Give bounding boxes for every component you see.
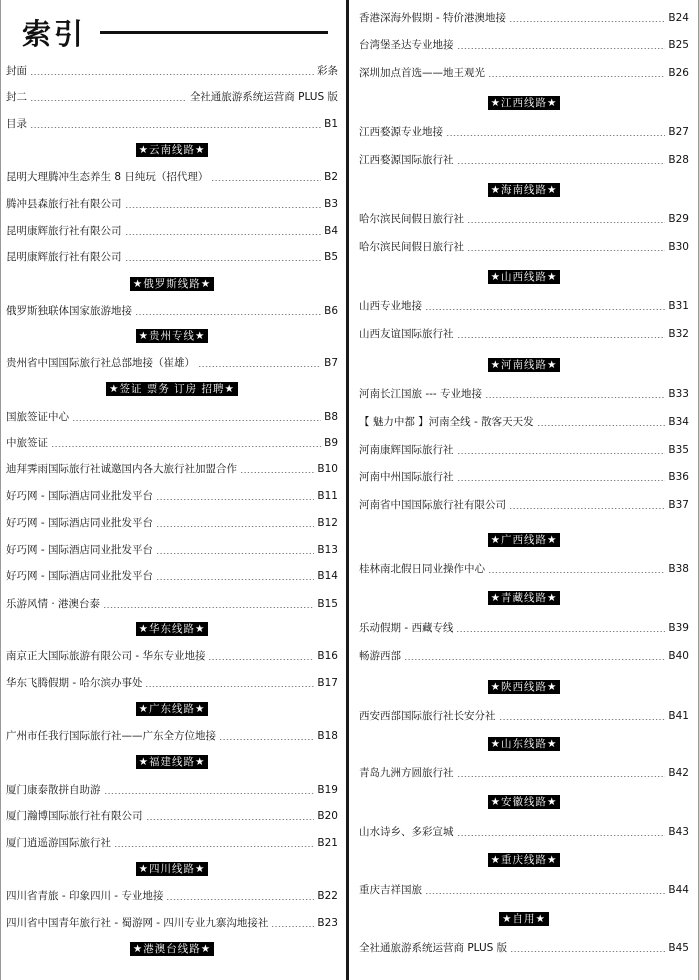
index-entry <box>6 222 338 238</box>
index-entry <box>6 647 338 663</box>
section-label: ★重庆线路★ <box>488 853 561 867</box>
index-entry <box>6 115 338 131</box>
index-entry <box>359 238 689 254</box>
dot-leader <box>145 686 314 687</box>
index-entry <box>359 823 689 839</box>
entry-page-number: B2 <box>324 171 338 183</box>
index-entry <box>6 807 338 823</box>
entry-name: 四川省青旅 - 印象四川 - 专业地接 <box>6 890 164 902</box>
entry-page-number: B33 <box>668 388 689 400</box>
index-entry <box>6 914 338 930</box>
section-label: ★贵州专线★ <box>136 329 209 343</box>
entry-page-number: B8 <box>324 411 338 423</box>
entry-page-number: B39 <box>668 622 689 634</box>
index-entry <box>359 36 689 52</box>
entry-page-number: B34 <box>668 416 689 428</box>
index-entry <box>359 123 689 139</box>
section-header-row <box>353 533 695 547</box>
entry-page-number: B25 <box>668 39 689 51</box>
dot-leader <box>135 314 321 315</box>
entry-name: 乐动假期 - 西藏专线 <box>359 622 454 634</box>
entry-page-number: B21 <box>317 837 338 849</box>
index-entry <box>6 195 338 211</box>
entry-name: 腾冲县森旅行社有限公司 <box>6 198 122 210</box>
dot-leader <box>156 499 314 500</box>
index-entry <box>6 248 338 264</box>
entry-page-number: B45 <box>668 942 689 954</box>
index-entry <box>6 408 338 424</box>
dot-leader <box>485 397 665 398</box>
index-entry <box>6 62 338 78</box>
dot-leader <box>30 127 321 128</box>
entry-name: 台湾堡圣达专业地接 <box>359 39 454 51</box>
dot-leader <box>457 337 666 338</box>
section-label: ★安徽线路★ <box>488 795 561 809</box>
section-label: ★云南线路★ <box>136 143 209 157</box>
entry-name: 厦门瀚博国际旅行社有限公司 <box>6 810 143 822</box>
index-entry <box>6 460 338 476</box>
dot-leader <box>125 207 322 208</box>
index-entry <box>359 385 689 401</box>
dot-leader <box>30 74 314 75</box>
entry-name: 香港深海外假期 - 特价港澳地接 <box>359 12 506 24</box>
index-entry <box>6 834 338 850</box>
dot-leader <box>499 719 666 720</box>
entry-name: 哈尔滨民间假日旅行社 <box>359 241 464 253</box>
entry-page-number: B11 <box>317 490 338 502</box>
index-entry <box>359 647 689 663</box>
entry-page-number: 全社通旅游系统运营商 PLUS 版 <box>189 91 338 103</box>
entry-name: 河南康辉国际旅行社 <box>359 444 454 456</box>
dot-leader <box>457 776 666 777</box>
entry-name: 乐游风情 · 港澳台泰 <box>6 598 101 610</box>
dot-leader <box>146 819 315 820</box>
entry-name: 好巧网 - 国际酒店同业批发平台 <box>6 544 153 556</box>
entry-name: 昆明康辉旅行社有限公司 <box>6 225 122 237</box>
entry-name: 山西友谊国际旅行社 <box>359 328 454 340</box>
section-label: ★青藏线路★ <box>488 591 561 605</box>
dot-leader <box>425 893 665 894</box>
entry-page-number: B40 <box>668 650 689 662</box>
index-entry <box>359 881 689 897</box>
dot-leader <box>509 21 665 22</box>
section-header-row <box>353 96 695 110</box>
entry-name: 好巧网 - 国际酒店同业批发平台 <box>6 490 153 502</box>
section-header-row <box>0 622 344 636</box>
entry-name: 桂林南北假日同业操作中心 <box>359 563 485 575</box>
entry-page-number: B1 <box>324 118 338 130</box>
entry-name: 哈尔滨民间假日旅行社 <box>359 213 464 225</box>
dot-leader <box>457 163 666 164</box>
index-entry <box>6 595 338 611</box>
section-label: ★陕西线路★ <box>488 680 561 694</box>
section-label: ★江西线路★ <box>488 96 561 110</box>
entry-name: 河南长江国旅 --- 专业地接 <box>359 388 483 400</box>
entry-page-number: B36 <box>668 471 689 483</box>
entry-page-number: B24 <box>668 12 689 24</box>
entry-name: 【 魅力中都 】河南全线 - 散客天天发 <box>359 416 534 428</box>
dot-leader <box>457 480 666 481</box>
dot-leader <box>457 48 666 49</box>
dot-leader <box>240 472 314 473</box>
index-entry <box>6 887 338 903</box>
entry-page-number: B6 <box>324 305 338 317</box>
dot-leader <box>125 234 322 235</box>
entry-name: 好巧网 - 国际酒店同业批发平台 <box>6 517 153 529</box>
section-header-row <box>353 183 695 197</box>
dot-leader <box>114 846 314 847</box>
entry-page-number: B35 <box>668 444 689 456</box>
section-label: ★四川线路★ <box>136 862 209 876</box>
entry-page-number: B19 <box>317 784 338 796</box>
index-entry <box>6 487 338 503</box>
dot-leader <box>72 420 321 421</box>
dot-leader <box>509 508 665 509</box>
dot-leader <box>467 222 665 223</box>
entry-name: 广州市任我行国际旅行社——广东全方位地接 <box>6 730 216 742</box>
index-entry <box>359 9 689 25</box>
dot-leader <box>156 579 314 580</box>
section-header-row <box>0 382 344 396</box>
section-header-row <box>0 277 344 291</box>
dot-leader <box>166 899 314 900</box>
section-label: ★港澳台线路★ <box>130 942 214 956</box>
section-header-row <box>353 680 695 694</box>
dot-leader <box>425 309 665 310</box>
index-entry <box>359 560 689 576</box>
entry-page-number: B27 <box>668 126 689 138</box>
index-entry <box>6 354 338 370</box>
entry-page-number: B20 <box>317 810 338 822</box>
entry-name: 贵州省中国国际旅行社总部地接（崔雄） <box>6 357 195 369</box>
dot-leader <box>457 453 666 454</box>
entry-page-number: B16 <box>317 650 338 662</box>
index-entry <box>6 781 338 797</box>
dot-leader <box>156 553 314 554</box>
section-label: ★自用★ <box>499 912 549 926</box>
index-entry <box>6 541 338 557</box>
entry-name: 重庆吉祥国旅 <box>359 884 422 896</box>
entry-page-number: B42 <box>668 767 689 779</box>
entry-page-number: B43 <box>668 826 689 838</box>
section-header-row <box>353 270 695 284</box>
entry-name: 河南省中国国际旅行社有限公司 <box>359 499 506 511</box>
index-entry <box>6 302 338 318</box>
index-entry <box>6 674 338 690</box>
entry-page-number: B30 <box>668 241 689 253</box>
dot-leader <box>271 926 314 927</box>
index-entry <box>359 297 689 313</box>
entry-page-number: B38 <box>668 563 689 575</box>
entry-page-number: B13 <box>317 544 338 556</box>
index-entry <box>6 727 338 743</box>
entry-name: 青岛九洲方圆旅行社 <box>359 767 454 779</box>
entry-page-number: B10 <box>317 463 338 475</box>
dot-leader <box>156 526 314 527</box>
entry-name: 南京正大国际旅游有限公司 - 华东专业地接 <box>6 650 206 662</box>
section-header-row <box>0 862 344 876</box>
entry-name: 俄罗斯独联体国家旅游地接 <box>6 305 132 317</box>
section-header-row <box>353 912 695 926</box>
entry-page-number: B23 <box>317 917 338 929</box>
entry-page-number: B4 <box>324 225 338 237</box>
dot-leader <box>456 631 665 632</box>
section-header-row <box>353 358 695 372</box>
section-header-row <box>0 143 344 157</box>
dot-leader <box>198 366 321 367</box>
entry-name: 封面 <box>6 65 27 77</box>
section-label: ★签证 票务 订房 招聘★ <box>106 382 238 396</box>
entry-name: 厦门逍遥游国际旅行社 <box>6 837 111 849</box>
entry-page-number: B7 <box>324 357 338 369</box>
index-entry <box>359 413 689 429</box>
entry-page-number: B41 <box>668 710 689 722</box>
entry-page-number: B3 <box>324 198 338 210</box>
dot-leader <box>219 739 314 740</box>
index-entry <box>6 434 338 450</box>
index-entry <box>6 88 338 104</box>
index-entry <box>359 939 689 955</box>
index-entry <box>359 441 689 457</box>
entry-name: 山西专业地接 <box>359 300 422 312</box>
entry-name: 江西婺源专业地接 <box>359 126 443 138</box>
section-header-row <box>0 702 344 716</box>
section-header-row <box>0 329 344 343</box>
entry-page-number: B26 <box>668 67 689 79</box>
index-header <box>22 12 328 52</box>
entry-page-number: B37 <box>668 499 689 511</box>
entry-page-number: B12 <box>317 517 338 529</box>
section-label: ★俄罗斯线路★ <box>130 277 214 291</box>
entry-name: 目录 <box>6 118 27 130</box>
dot-leader <box>446 135 665 136</box>
entry-page-number: 彩条 <box>317 65 338 77</box>
entry-name: 华东飞腾假期 - 哈尔滨办事处 <box>6 677 143 689</box>
entry-name: 深圳加点首选——地王观光 <box>359 67 485 79</box>
index-entry <box>359 496 689 512</box>
entry-page-number: B14 <box>317 570 338 582</box>
index-entry <box>6 567 338 583</box>
index-entry <box>359 619 689 635</box>
section-label: ★广西线路★ <box>488 533 561 547</box>
section-header-row <box>353 737 695 751</box>
page-title: 索引 <box>22 16 87 51</box>
column-divider <box>346 0 349 980</box>
dot-leader <box>104 793 315 794</box>
dot-leader <box>208 659 314 660</box>
dot-leader <box>488 572 665 573</box>
dot-leader <box>30 100 187 101</box>
dot-leader <box>211 180 321 181</box>
entry-name: 畅游西部 <box>359 650 401 662</box>
section-label: ★福建线路★ <box>136 755 209 769</box>
section-header-row <box>0 755 344 769</box>
index-entry <box>359 707 689 723</box>
entry-page-number: B5 <box>324 251 338 263</box>
entry-name: 国旅签证中心 <box>6 411 69 423</box>
entry-page-number: B15 <box>317 598 338 610</box>
entry-name: 昆明大理腾冲生态养生 8 日纯玩（招代理） <box>6 171 209 183</box>
index-entry <box>6 168 338 184</box>
dot-leader <box>457 835 666 836</box>
section-label: ★海南线路★ <box>488 183 561 197</box>
entry-page-number: B18 <box>317 730 338 742</box>
section-label: ★广东线路★ <box>136 702 209 716</box>
dot-leader <box>537 425 666 426</box>
section-label: ★河南线路★ <box>488 358 561 372</box>
index-entry <box>359 151 689 167</box>
entry-page-number: B29 <box>668 213 689 225</box>
dot-leader <box>467 250 665 251</box>
entry-name: 四川省中国青年旅行社 - 蜀游网 - 四川专业九寨沟地接社 <box>6 917 269 929</box>
entry-name: 山水诗乡、多彩宣城 <box>359 826 454 838</box>
dot-leader <box>103 607 314 608</box>
dot-leader <box>51 446 321 447</box>
dot-leader <box>404 659 665 660</box>
dot-leader <box>488 76 665 77</box>
index-entry <box>359 325 689 341</box>
section-label: ★山西线路★ <box>488 270 561 284</box>
section-label: ★山东线路★ <box>488 737 561 751</box>
entry-name: 好巧网 - 国际酒店同业批发平台 <box>6 570 153 582</box>
section-header-row <box>353 591 695 605</box>
dot-leader <box>510 951 665 952</box>
entry-page-number: B17 <box>317 677 338 689</box>
index-entry <box>359 64 689 80</box>
entry-page-number: B22 <box>317 890 338 902</box>
entry-name: 封二 <box>6 91 27 103</box>
entry-name: 中旅签证 <box>6 437 48 449</box>
entry-name: 河南中州国际旅行社 <box>359 471 454 483</box>
entry-name: 江西婺源国际旅行社 <box>359 154 454 166</box>
section-header-row <box>353 795 695 809</box>
index-entry <box>359 764 689 780</box>
index-entry <box>6 514 338 530</box>
index-entry <box>359 468 689 484</box>
index-entry <box>359 210 689 226</box>
entry-name: 迪拜霁雨国际旅行社诚邀国内各大旅行社加盟合作 <box>6 463 237 475</box>
title-rule <box>100 31 328 34</box>
entry-name: 全社通旅游系统运营商 PLUS 版 <box>359 942 508 954</box>
section-header-row <box>353 853 695 867</box>
entry-name: 厦门康泰散拼自助游 <box>6 784 101 796</box>
entry-page-number: B28 <box>668 154 689 166</box>
entry-page-number: B31 <box>668 300 689 312</box>
dot-leader <box>125 260 322 261</box>
entry-page-number: B32 <box>668 328 689 340</box>
entry-page-number: B9 <box>324 437 338 449</box>
section-label: ★华东线路★ <box>136 622 209 636</box>
entry-name: 西安西部国际旅行社长安分社 <box>359 710 496 722</box>
entry-page-number: B44 <box>668 884 689 896</box>
entry-name: 昆明康辉旅行社有限公司 <box>6 251 122 263</box>
section-header-row <box>0 942 344 956</box>
